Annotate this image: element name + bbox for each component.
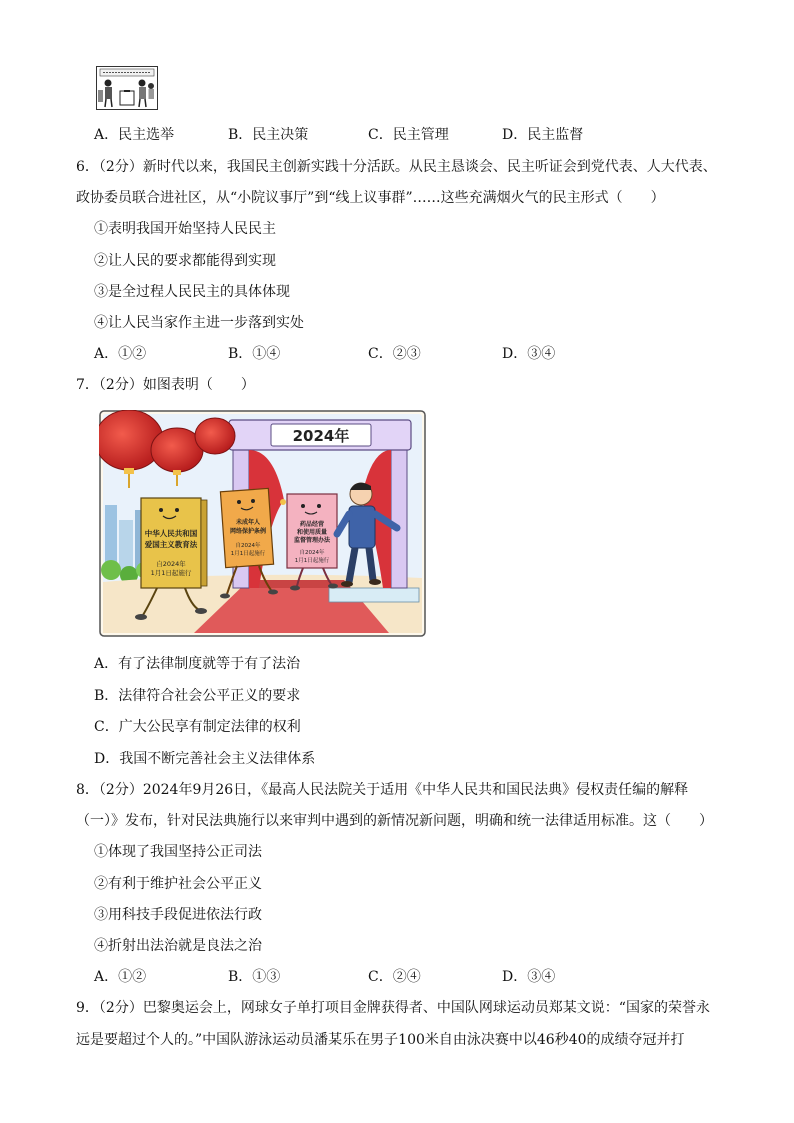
book1-date2: 1月1日起施行	[150, 569, 192, 577]
q6-stem-line1: 6．（2分）新时代以来，我国民主创新实践十分活跃。从民主恳谈会、民主听证会到党代表、人大代表、	[76, 159, 717, 175]
q6-option-d[interactable]: D．③④	[502, 346, 556, 362]
q8-stem-line2: （一）》发布，针对民法典施行以来审判中遇到的新情况新问题，明确和统一法律适用标准。这（ ）	[76, 813, 713, 829]
q8-options	[94, 966, 694, 988]
q6-option-a[interactable]: A．①②	[94, 346, 147, 362]
voting-illustration	[96, 66, 158, 110]
banner-text: 2024年	[292, 427, 350, 445]
q6-stem-line2: 政协委员联合进社区，从“小院议事厅”到“线上议事群”……这些充满烟火气的民主形式（ ）	[76, 190, 665, 206]
q6-option-b[interactable]: B．①④	[228, 346, 281, 362]
book3-date2: 1月1日起施行	[294, 558, 330, 564]
book3-title2: 和使用质量	[296, 529, 328, 536]
q9-stem-line1: 9．（2分）巴黎奥运会上，网球女子单打项目金牌获得者、中国队网球运动员郑某文说：“国家的荣誉永	[76, 1000, 710, 1016]
q8-statement-1: ①体现了我国坚持公正司法	[94, 844, 262, 860]
book1-title1: 中华人民共和国	[144, 529, 198, 538]
q6-statement-3: ③是全过程人民民主的具体体现	[94, 284, 290, 300]
q8-option-c[interactable]: C．②④	[368, 969, 421, 985]
q5-option-b[interactable]: B．民主决策	[228, 127, 309, 143]
book3-date1: 自2024年	[299, 550, 325, 556]
q9-stem-line2: 远是要超过个人的。”中国队游泳运动员潘某乐在男子100米自由泳决赛中以46秒40的成绩夺冠并打	[76, 1032, 685, 1048]
law-cartoon-illustration	[99, 410, 426, 637]
q8-statement-4: ④折射出法治就是良法之治	[94, 938, 262, 954]
q8-statement-2: ②有利于维护社会公平正义	[94, 876, 262, 892]
q8-option-b[interactable]: B．①③	[228, 969, 281, 985]
q6-statement-1: ①表明我国开始坚持人民民主	[94, 221, 276, 237]
q5-option-a[interactable]: A．民主选举	[94, 127, 175, 143]
q8-option-d[interactable]: D．③④	[502, 969, 556, 985]
q7-stem: 7．（2分）如图表明（ ）	[76, 377, 255, 393]
q8-stem-line1: 8．（2分）2024年9月26日，《最高人民法院关于适用《中华人民共和国民法典》侵权责任编的解释	[76, 782, 689, 798]
q7-option-a[interactable]: A．有了法律制度就等于有了法治	[94, 656, 301, 672]
q5-option-c[interactable]: C．民主管理	[368, 127, 449, 143]
book2-title2: 网络保护条例	[229, 528, 267, 535]
q8-option-a[interactable]: A．①②	[94, 969, 147, 985]
q6-statement-4: ④让人民当家作主进一步落到实处	[94, 315, 304, 331]
q6-options	[94, 343, 694, 365]
q8-statement-3: ③用科技手段促进依法行政	[94, 907, 262, 923]
q7-option-c[interactable]: C．广大公民享有制定法律的权利	[94, 719, 301, 735]
book2-date1: 自2024年	[235, 543, 261, 549]
book3-title1: 药品经营	[299, 521, 325, 528]
q6-statement-2: ②让人民的要求都能得到实现	[94, 253, 276, 269]
book1-date1: 自2024年	[156, 560, 186, 568]
q6-option-c[interactable]: C．②③	[368, 346, 421, 362]
book2-date2: 1月1日起施行	[230, 551, 266, 557]
q7-option-d[interactable]: D．我国不断完善社会主义法律体系	[94, 751, 316, 767]
book1-title2: 爱国主义教育法	[144, 540, 198, 549]
q5-options	[94, 124, 694, 146]
q5-option-d[interactable]: D．民主监督	[502, 127, 584, 143]
book2-title1: 未成年人	[235, 519, 261, 526]
q7-option-b[interactable]: B．法律符合社会公平正义的要求	[94, 688, 301, 704]
book3-title3: 监督管理办法	[293, 537, 331, 544]
